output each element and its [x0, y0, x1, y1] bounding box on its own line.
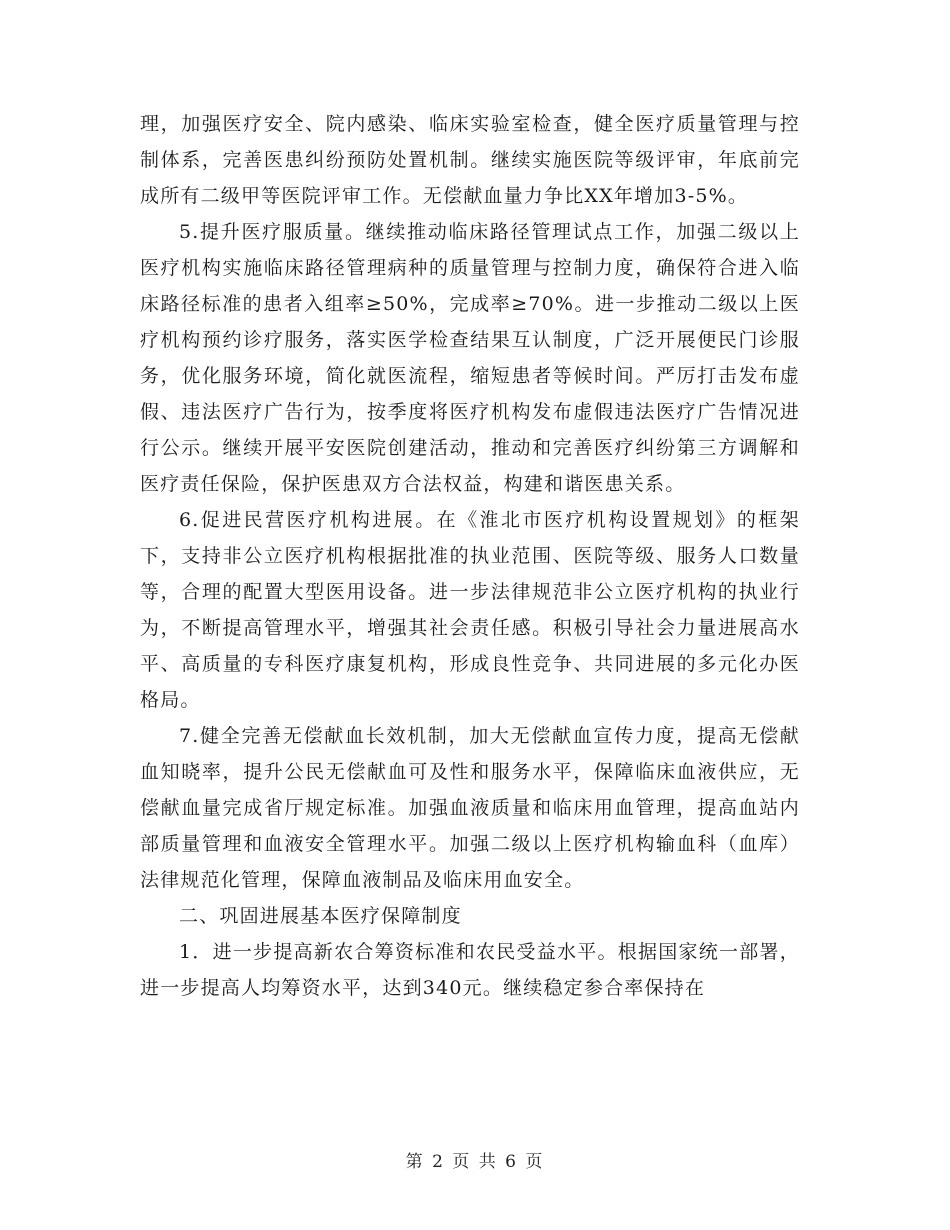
section-heading: 二、巩固进展基本医疗保障制度 — [179, 905, 462, 927]
paragraph-6: 1．进一步提高新农合筹资标准和农民受益水平。根据国家统一部署，进一步提高人均筹资水平，达到340元。继续稳定参合率保持在 — [140, 941, 800, 999]
paragraph-2: 5.提升医疗服质量。继续推动临床路径管理试点工作，加强二级以上医疗机构实施临床路径管理病种的质量管理与控制力度，确保符合进入临床路径标准的患者入组率≥50%，完成率≥70%。进一步推动二级以上医疗机构预约诊疗服务，落实医学检查结果互认制度，广泛开展便民门诊服务，优化服务环境，简化就医流程，缩短患者等候时间。严厉打击发布虚假、违法医疗广告行为，按季度将医疗机构发布虚假违法医疗广告情况进行公示。继续开展平安医院创建活动，推动和完善医疗纠纷第三方调解和医疗责任保险，保护医患双方合法权益，构建和谐医患关系。 — [140, 221, 800, 495]
page-footer: 第 2 页 共 6 页 — [405, 1152, 545, 1172]
document-body — [140, 106, 800, 1006]
paragraph-4: 7.健全完善无偿献血长效机制，加大无偿献血宣传力度，提高无偿献血知晓率，提升公民无偿献血可及性和服务水平，保障临床血液供应，无偿献血量完成省厅规定标准。加强血液质量和临床用血管理，提高血站内部质量管理和血液安全管理水平。加强二级以上医疗机构输血科（血库）法律规范化管理，保障血液制品及临床用血安全。 — [140, 725, 800, 891]
paragraph-1: 理，加强医疗安全、院内感染、临床实验室检查，健全医疗质量管理与控制体系，完善医患纠纷预防处置机制。继续实施医院等级评审，年底前完成所有二级甲等医院评审工作。无偿献血量力争比XX年增加3-5%。 — [140, 113, 800, 207]
paragraph-3: 6.促进民营医疗机构进展。在《淮北市医疗机构设置规划》的框架下，支持非公立医疗机构根据批准的执业范围、医院等级、服务人口数量等，合理的配置大型医用设备。进一步法律规范非公立医疗机构的执业行为，不断提高管理水平，增强其社会责任感。积极引导社会力量进展高水平、高质量的专科医疗康复机构，形成良性竞争、共同进展的多元化办医格局。 — [140, 509, 800, 711]
